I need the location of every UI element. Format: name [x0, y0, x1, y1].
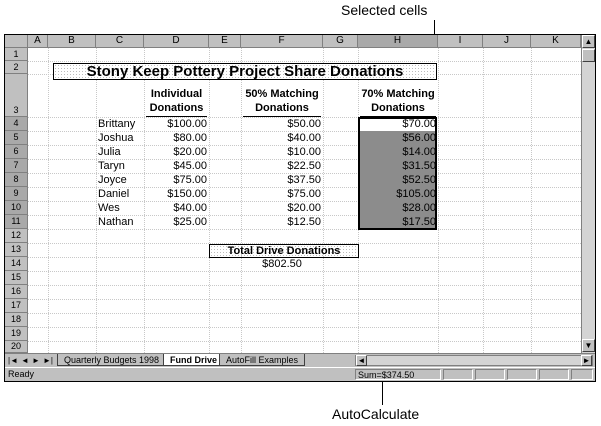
- donor-name[interactable]: Joshua: [98, 132, 134, 144]
- header-70-line2[interactable]: Donations: [371, 102, 425, 114]
- row-header-9[interactable]: 9: [5, 187, 28, 201]
- gridline: [28, 313, 581, 314]
- individual-donation[interactable]: $75.00: [173, 174, 207, 186]
- status-panel: [507, 369, 537, 380]
- row-header-10[interactable]: 10: [5, 201, 28, 215]
- tab-prev-icon[interactable]: ◄: [21, 356, 29, 365]
- donor-name[interactable]: Nathan: [98, 216, 134, 228]
- status-panel: [443, 369, 473, 380]
- gridline: [28, 341, 581, 342]
- select-all-corner[interactable]: [5, 35, 28, 48]
- status-mode: Ready: [8, 369, 35, 379]
- column-header-g[interactable]: G: [323, 35, 358, 48]
- matching-50-donation[interactable]: $37.50: [287, 174, 321, 186]
- matching-70-donation[interactable]: $17.50: [402, 216, 436, 228]
- row-header-20[interactable]: 20: [5, 341, 28, 353]
- matching-70-donation[interactable]: $105.00: [396, 188, 436, 200]
- scroll-left-icon[interactable]: ◄: [357, 356, 366, 365]
- donor-name[interactable]: Wes: [98, 202, 120, 214]
- autocalculate-callout-line: [382, 381, 383, 405]
- scroll-up-icon[interactable]: ▲: [582, 35, 595, 48]
- header-50-line1[interactable]: 50% Matching: [245, 88, 319, 100]
- donor-name[interactable]: Joyce: [98, 174, 127, 186]
- tab-last-icon[interactable]: ►|: [43, 356, 53, 365]
- donor-name[interactable]: Taryn: [98, 160, 125, 172]
- row-header-4[interactable]: 4: [5, 117, 28, 131]
- row-header-12[interactable]: 12: [5, 229, 28, 243]
- row-header-13[interactable]: 13: [5, 243, 28, 257]
- individual-donation[interactable]: $40.00: [173, 202, 207, 214]
- header-individual-line1[interactable]: Individual: [150, 88, 203, 100]
- header-individual-line2[interactable]: Donations: [149, 102, 204, 114]
- matching-70-donation[interactable]: $52.50: [402, 174, 436, 186]
- selected-cells-callout: Selected cells: [341, 2, 428, 18]
- donor-name[interactable]: Julia: [98, 146, 121, 158]
- matching-50-donation[interactable]: $20.00: [287, 202, 321, 214]
- donor-name[interactable]: Daniel: [98, 188, 130, 200]
- column-header-f[interactable]: F: [241, 35, 323, 48]
- row-header-15[interactable]: 15: [5, 271, 28, 285]
- gridline: [28, 271, 581, 272]
- gridline: [28, 299, 581, 300]
- sheet-tab-bar: [5, 353, 595, 367]
- row-header-11[interactable]: 11: [5, 215, 28, 229]
- row-header-19[interactable]: 19: [5, 327, 28, 341]
- total-value[interactable]: $802.50: [262, 258, 302, 270]
- tab-first-icon[interactable]: |◄: [8, 356, 18, 365]
- gridline: [28, 229, 581, 230]
- total-label[interactable]: Total Drive Donations: [209, 244, 359, 258]
- individual-donation[interactable]: $150.00: [167, 188, 207, 200]
- row-header-8[interactable]: 8: [5, 173, 28, 187]
- matching-50-donation[interactable]: $50.00: [287, 118, 321, 130]
- individual-donation[interactable]: $20.00: [173, 146, 207, 158]
- row-header-7[interactable]: 7: [5, 159, 28, 173]
- individual-donation[interactable]: $25.00: [173, 216, 207, 228]
- column-header-k[interactable]: K: [531, 35, 581, 48]
- row-header-16[interactable]: 16: [5, 285, 28, 299]
- matching-50-donation[interactable]: $40.00: [287, 132, 321, 144]
- matching-70-donation[interactable]: $28.00: [402, 202, 436, 214]
- column-header-a[interactable]: A: [28, 35, 48, 48]
- row-header-18[interactable]: 18: [5, 313, 28, 327]
- row-header-2[interactable]: 2: [5, 61, 28, 74]
- worksheet-grid[interactable]: [5, 35, 593, 353]
- header-70-line1[interactable]: 70% Matching: [361, 88, 435, 100]
- autocalculate-callout: AutoCalculate: [332, 406, 420, 422]
- individual-donation[interactable]: $45.00: [173, 160, 207, 172]
- row-header-3[interactable]: 3: [5, 74, 28, 117]
- column-header-i[interactable]: I: [438, 35, 483, 48]
- scroll-thumb[interactable]: [582, 49, 595, 62]
- column-header-b[interactable]: B: [48, 35, 96, 48]
- scroll-down-icon[interactable]: ▼: [582, 339, 595, 352]
- row-header-6[interactable]: 6: [5, 145, 28, 159]
- scroll-right-icon[interactable]: ►: [582, 356, 591, 365]
- status-bar: [5, 367, 595, 381]
- tab-autofill-examples[interactable]: AutoFill Examples: [219, 354, 305, 366]
- matching-50-donation[interactable]: $12.50: [287, 216, 321, 228]
- column-header-h[interactable]: H: [358, 35, 438, 48]
- matching-50-donation[interactable]: $10.00: [287, 146, 321, 158]
- matching-70-donation[interactable]: $31.50: [402, 160, 436, 172]
- row-header-1[interactable]: 1: [5, 48, 28, 61]
- autocalculate-panel[interactable]: Sum=$374.50: [355, 369, 441, 380]
- status-panel: [571, 369, 593, 380]
- excel-window: [4, 34, 596, 382]
- gridline: [28, 327, 581, 328]
- gridline: [28, 61, 581, 62]
- tab-next-icon[interactable]: ►: [32, 356, 40, 365]
- row-header-17[interactable]: 17: [5, 299, 28, 313]
- tab-quarterly-budgets-1998[interactable]: Quarterly Budgets 1998: [57, 354, 166, 366]
- gridline: [28, 285, 581, 286]
- header-50-line2[interactable]: Donations: [255, 102, 309, 114]
- vertical-scrollbar[interactable]: [581, 35, 595, 353]
- matching-50-donation[interactable]: $75.00: [287, 188, 321, 200]
- column-header-c[interactable]: C: [96, 35, 144, 48]
- column-header-d[interactable]: D: [144, 35, 209, 48]
- matching-70-donation[interactable]: $56.00: [402, 132, 436, 144]
- tab-fund-drive[interactable]: Fund Drive: [163, 354, 224, 366]
- matching-70-donation[interactable]: $70.00: [402, 118, 436, 130]
- individual-donation[interactable]: $80.00: [173, 132, 207, 144]
- individual-donation[interactable]: $100.00: [167, 118, 207, 130]
- status-panel: [475, 369, 505, 380]
- matching-70-donation[interactable]: $14.00: [402, 146, 436, 158]
- matching-50-donation[interactable]: $22.50: [287, 160, 321, 172]
- sheet-title[interactable]: Stony Keep Pottery Project Share Donations: [53, 63, 437, 80]
- horizontal-scrollbar[interactable]: [355, 355, 593, 366]
- column-header-e[interactable]: E: [209, 35, 241, 48]
- row-header-14[interactable]: 14: [5, 257, 28, 271]
- status-panel: [539, 369, 569, 380]
- donor-name[interactable]: Brittany: [98, 118, 136, 130]
- column-header-j[interactable]: J: [483, 35, 531, 48]
- row-header-5[interactable]: 5: [5, 131, 28, 145]
